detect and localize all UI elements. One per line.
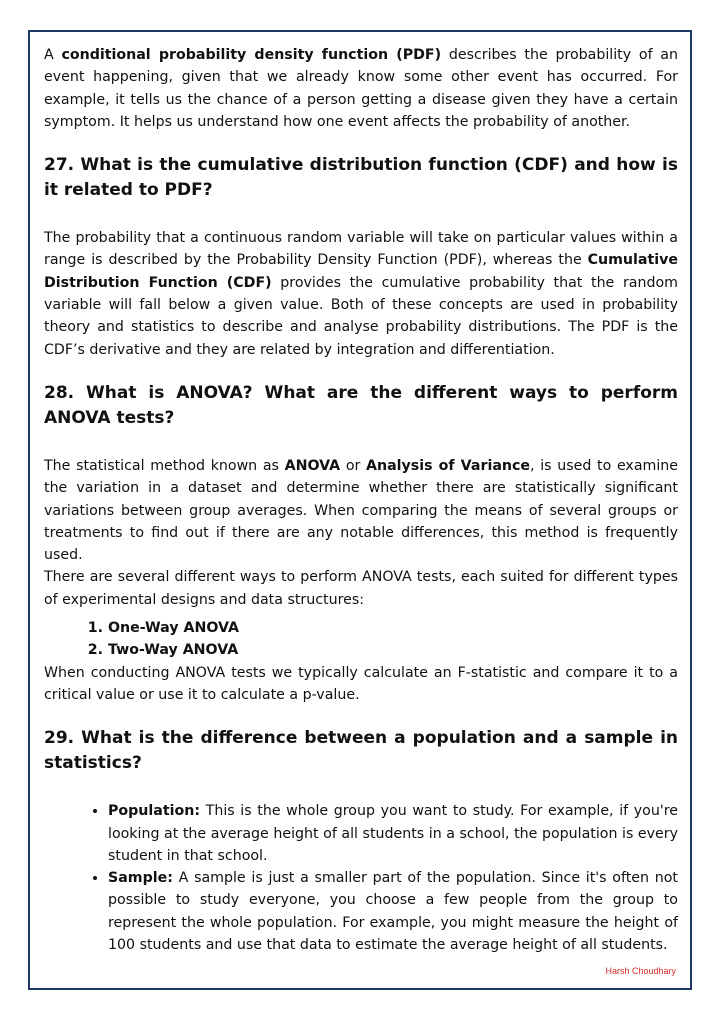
intro-text-1: A: [44, 47, 62, 63]
q27-answer: [44, 227, 678, 361]
population-term: Population:: [108, 803, 201, 820]
q28-heading: 28. What is ANOVA? What are the different ways to perform ANOVA tests?: [44, 382, 678, 428]
author-credit: Harsh Choudhary: [605, 966, 676, 976]
population-sample-list: [44, 800, 678, 956]
list-item: 2. Two-Way ANOVA: [108, 639, 678, 661]
q28-answer: [44, 455, 678, 566]
q29-heading: 29. What is the difference between a population and a sample in statistics?: [44, 728, 678, 774]
q27-heading: 27. What is the cumulative distribution function (CDF) and how is it related to PDF?: [44, 155, 678, 201]
intro-text-2: describes the probability of an event happening, given that we already know some other event has occurred. For example, it tells us the chance of a person getting a disease given they have a certain symptom. It helps us understand how one event affects the probability of another.: [44, 47, 678, 130]
q27-bold-term: Cumulative Distribution Function (CDF): [44, 252, 678, 291]
sample-term: Sample:: [108, 870, 173, 887]
intro-paragraph: [44, 44, 678, 133]
q28-ways-paragraph: There are several different ways to perform ANOVA tests, each suited for different types of experimental designs and data structures:: [44, 569, 678, 608]
q28-conclusion: When conducting ANOVA tests we typically calculate an F-statistic and compare it to a critical value or use it to calculate a p-value.: [44, 664, 678, 703]
q28-text-1: The statistical method known as: [44, 457, 285, 474]
population-definition: This is the whole group you want to study. For example, if you're looking at the average height of all students in a school, the population is every student in that school.: [108, 803, 678, 864]
list-item: 1. One-Way ANOVA: [108, 617, 678, 639]
q28-bold-anova: ANOVA: [284, 457, 341, 474]
sample-definition: A sample is just a smaller part of the population. Since it's often not possible to study everyone, you choose a few people from the group to represent the whole population. For example, you might measure the height of 100 students and use that data to estimate the average height of all students.: [108, 870, 678, 954]
q27-text-2: provides the cumulative probability that the random variable will fall below a given value. Both of these concepts are used in probability theory and statistics to describe and analyse probability distributions. The PDF is the CDF’s derivative and they are related by integration and differentiation.: [44, 274, 678, 358]
page-frame: [28, 30, 692, 990]
q28-text-3: , is used to examine the variation in a dataset and determine whether there are statistically significant variations between group averages. When comparing the means of several groups or treatments to find out if there are any notable differences, this method is frequently used.: [44, 457, 678, 564]
list-item: [108, 867, 678, 956]
anova-types-list: [44, 617, 678, 662]
intro-bold-term: conditional probability density function (PDF): [61, 47, 442, 63]
q28-text-2: or: [340, 457, 367, 474]
page-content: [44, 44, 678, 956]
list-item: [108, 800, 678, 867]
q27-text-1: The probability that a continuous random variable will take on particular values within a range is described by the Probability Density Function (PDF), whereas the: [44, 230, 678, 269]
q28-bold-analysis: Analysis of Variance: [366, 457, 531, 474]
